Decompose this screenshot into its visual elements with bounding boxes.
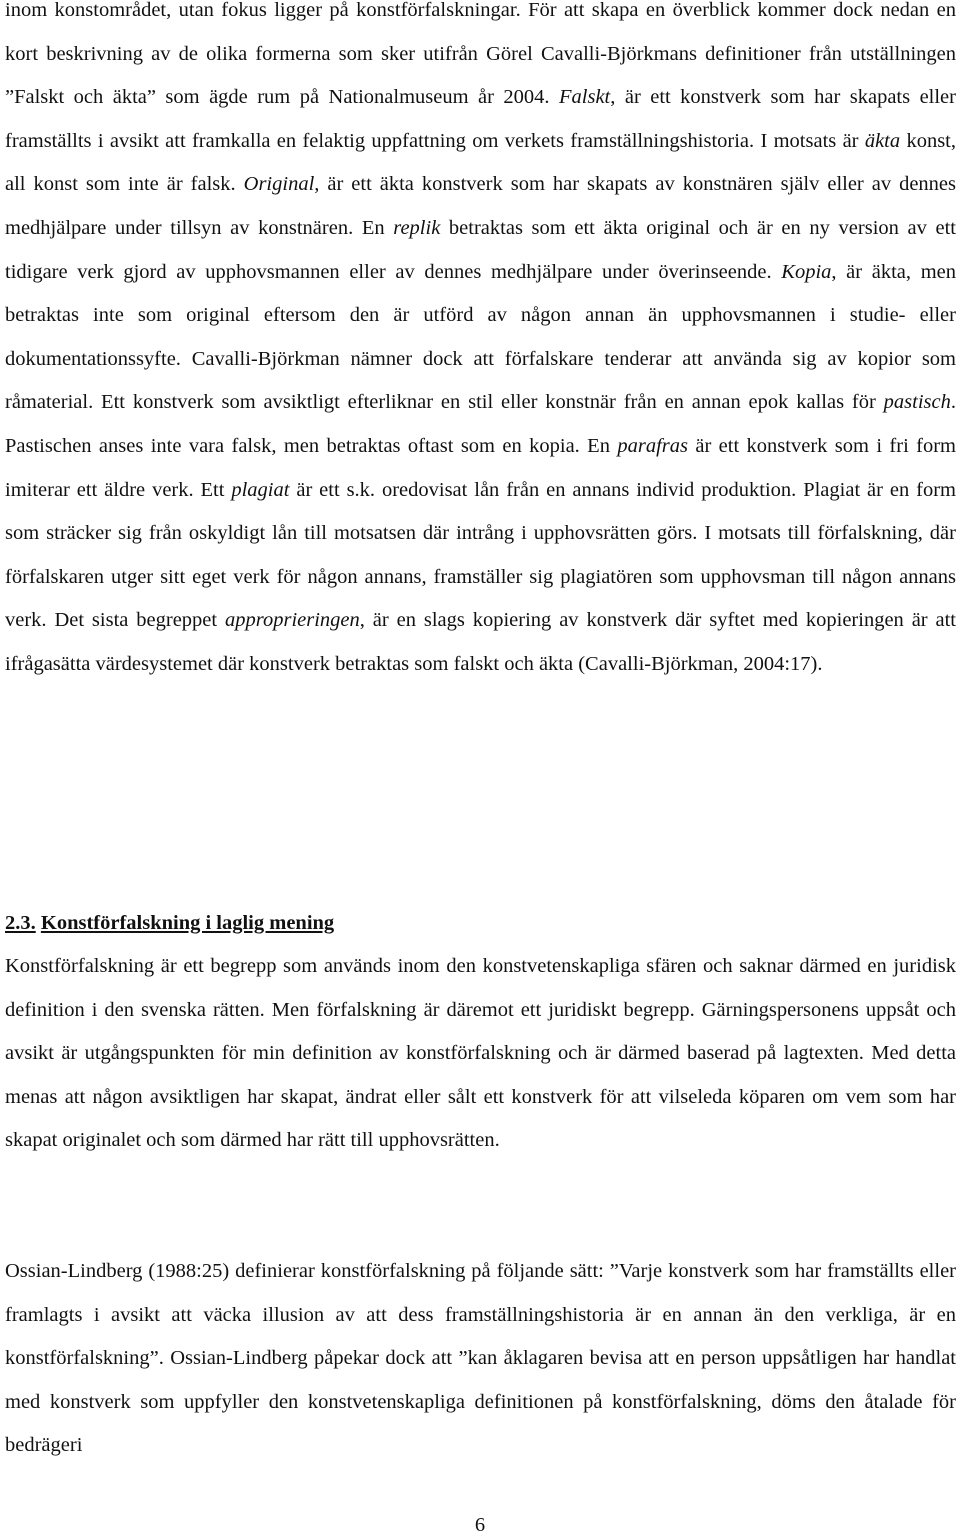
page-number: 6 (474, 1514, 486, 1536)
term-pastisch: pastisch (883, 391, 951, 414)
text-run: är ett konstverk som i fri form imiterar ett äldre verk. Ett (5, 434, 956, 501)
text-run: , är äkta, men betraktas inte som original eftersom den är utförd av någon annan än upphovsmannen i studie- eller dokumentationssyfte. Cavalli-Björkman nämner dock att förfalskare tenderar att använda sig av kopior som råmaterial. Ett konstverk som avsiktligt efterliknar en stil eller konstnär från en annan epok kallas för (5, 260, 956, 414)
term-original: Original (243, 173, 315, 196)
term-plagiat: plagiat (231, 478, 290, 501)
text-run: , är ett äkta konstverk som har skapats av konstnären själv eller av dennes medhjälpare under tillsyn av konstnären. En (5, 173, 956, 239)
section-number: 2.3. (5, 912, 36, 934)
text-run: konst, all konst som inte är falsk. (5, 129, 956, 196)
paragraph-legal-meaning: Konstförfalskning är ett begrepp som används inom den konstvetenskapliga sfären och saknar därmed en juridisk definition i den svenska rätten. Men förfalskning är däremot ett juridiskt begrepp. Gärningspersonens uppsåt och avsikt är utgångspunkten för min definition av konstförfalskning och är därmed baserad på lagtexten. Med detta menas att någon avsiktligen har skapat, ändrat eller sålt ett konstverk för att vilseleda köparen om vem som har skapat originalet och som därmed har rätt till upphovsrätten. (5, 955, 956, 1152)
term-replik: replik (393, 216, 441, 239)
text-run: , är ett konstverk som har skapats eller framställts i avsikt att framkalla en felaktig uppfattning om verkets framställningshistoria. I motsats är (5, 86, 956, 152)
text-run: . Pastischen anses inte vara falsk, men betraktas oftast som en kopia. En (5, 391, 956, 457)
term-approprieringen: approprieringen (225, 609, 360, 632)
section-title: Konstförfalskning i laglig mening (40, 912, 335, 934)
term-falskt: Falskt (559, 86, 611, 109)
term-parafras: parafras (617, 434, 688, 457)
section-heading (5, 902, 334, 946)
text-run: inom konstområdet, utan fokus ligger på konstförfalskningar. För att skapa en överblick kommer dock nedan en kort beskrivning av de olika formerna som sker utifrån Görel Cavalli-Björkmans definitioner från utställningen ”Falskt och äkta” som ägde rum på Nationalmuseum år 2004. (5, 0, 956, 109)
paragraph-definitions (5, 0, 956, 687)
text-run: , är en slags kopiering av konstverk där syftet med kopieringen är att ifrågasätta värdesystemet där konstverk betraktas som falskt och äkta (Cavalli-Björkman, 2004:17). (5, 609, 956, 675)
term-akta: äkta (864, 129, 901, 152)
term-kopia: Kopia (781, 260, 832, 283)
text-run: betraktas som ett äkta original och är en ny version av ett tidigare verk gjord av upphovsmannen eller av dennes medhjälpare under överinseende. (5, 216, 956, 283)
paragraph-ossian-lindberg: Ossian-Lindberg (1988:25) definierar konstförfalskning på följande sätt: ”Varje konstverk som har framställts eller framlagts i avsikt att väcka illusion av att dess framställningshistoria är en annan än den verkliga, är en konstförfalskning”. Ossian-Lindberg påpekar dock att ”kan åklagaren bevisa att en person uppsåtligen har handlat med konstverk som uppfyller den konstvetenskapliga definitionen på konstförfalskning, döms den åtalade för bedrägeri (5, 1260, 956, 1457)
text-run: är ett s.k. oredovisat lån från en annans individ produktion. Plagiat är en form som sträcker sig från oskyldigt lån till motsatsen där intrång i upphovsrätten görs. I motsats till förfalskning, där förfalskaren utger sitt eget verk för någon annans, framställer sig plagiatören som upphovsman till någon annans verk. Det sista begreppet (5, 478, 956, 632)
